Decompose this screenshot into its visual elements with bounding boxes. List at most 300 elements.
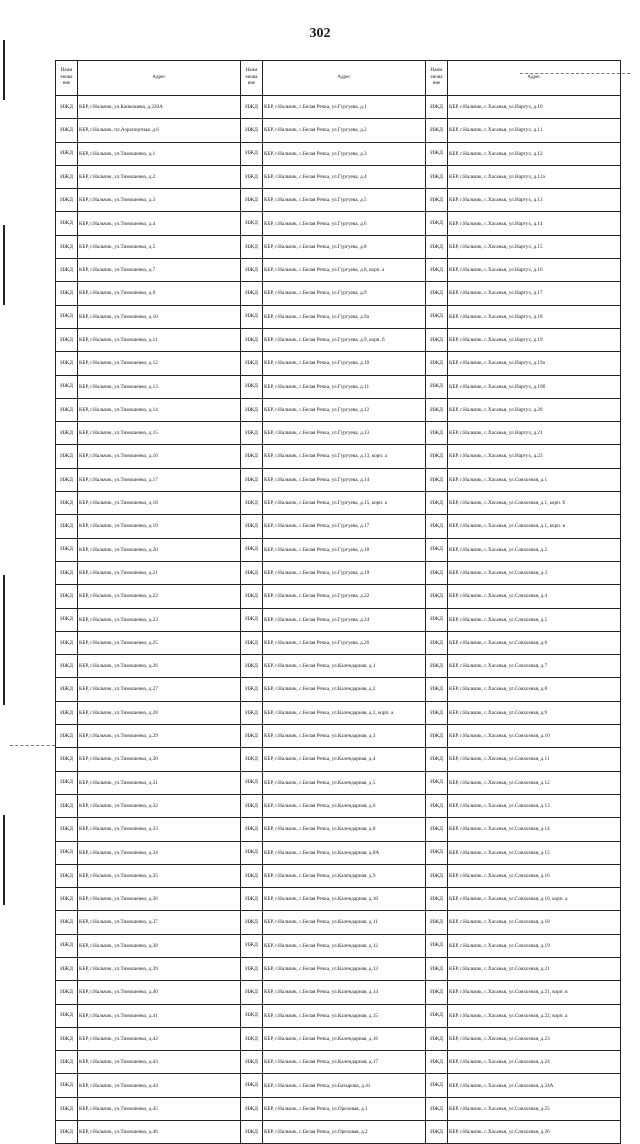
address-cell: КБР, г.Нальчик, с.Хасанья, ул.Совхозная, д.26 <box>448 1121 621 1144</box>
address-cell: КБР, г.Нальчик, с.Белая Речка, ул.Календарная, д.15 <box>263 1004 426 1027</box>
address-cell: КБР, г.Нальчик, ул.Тимошенко, д.9 <box>78 282 241 305</box>
address-cell: КБР, г.Нальчик, с.Белая Речка, ул.Гургуева, д.17 <box>263 515 426 538</box>
address-cell: КБР, г.Нальчик, с.Хасанья, ул.Совхозная, д.15 <box>448 841 621 864</box>
address-cell: КБР, г.Нальчик, с.Белая Речка, ул.Календарная, д.11 <box>263 911 426 934</box>
building-type-cell: ИЖД <box>426 468 448 491</box>
address-column-header: Адрес <box>448 61 621 96</box>
address-cell: КБР, г.Нальчик, с.Хасанья, ул.Совхозная, д.24 <box>448 1051 621 1074</box>
address-cell: КБР, г.Нальчик, ул.Тимошенко, д.33 <box>78 818 241 841</box>
table-row <box>56 282 621 305</box>
building-type-cell: ИЖД <box>426 655 448 678</box>
building-type-cell: ИЖД <box>426 1097 448 1120</box>
address-cell: КБР, г.Нальчик, с.Белая Речка, ул.Календарная, д.8А <box>263 841 426 864</box>
address-cell: КБР, г.Нальчик, ул.Тимошенко, д.44 <box>78 1074 241 1097</box>
address-cell: КБР, г.Нальчик, с.Хасанья, ул.Нартух, д.11 <box>448 119 621 142</box>
address-cell: КБР, г.Нальчик, с.Хасанья, ул.Нартух, д.17 <box>448 282 621 305</box>
address-cell: КБР, г.Нальчик, ул.Тимошенко, д.13 <box>78 375 241 398</box>
building-type-cell: ИЖД <box>241 422 263 445</box>
building-type-cell: ИЖД <box>241 934 263 957</box>
address-cell: КБР, г.Нальчик, с.Хасанья, ул.Нартух, д.15 <box>448 235 621 258</box>
address-cell: КБР, г.Нальчик, с.Хасанья, ул.Совхозная, д.11 <box>448 748 621 771</box>
building-type-cell: ИЖД <box>56 818 78 841</box>
address-cell: КБР, г.Нальчик, с.Хасанья, ул.Совхозная, д.25 <box>448 1097 621 1120</box>
address-cell: КБР, г.Нальчик, с.Белая Речка, ул.Календарная, д.12 <box>263 934 426 957</box>
address-cell: КБР, г.Нальчик, с.Белая Речка, ул.Ореховая, д.1 <box>263 1097 426 1120</box>
building-type-cell: ИЖД <box>56 934 78 957</box>
address-cell: КБР, г.Нальчик, с.Хасанья, ул.Совхозная, д.21 <box>448 957 621 980</box>
address-cell: КБР, г.Нальчик, ул.Тимошенко, д.32 <box>78 794 241 817</box>
table-row <box>56 352 621 375</box>
building-type-cell: ИЖД <box>241 142 263 165</box>
table-row <box>56 841 621 864</box>
building-type-cell: ИЖД <box>241 189 263 212</box>
address-cell: КБР, г.Нальчик, ул.Тимошенко, д.38 <box>78 934 241 957</box>
building-type-cell: ИЖД <box>56 538 78 561</box>
table-row <box>56 189 621 212</box>
building-type-cell: ИЖД <box>426 1074 448 1097</box>
table-row <box>56 445 621 468</box>
address-cell: КБР, г.Нальчик, с.Хасанья, ул.Совхозная, д.12 <box>448 771 621 794</box>
table-row <box>56 142 621 165</box>
address-cell: КБР, г.Нальчик, с.Хасанья, ул.Нартух, д.12 <box>448 142 621 165</box>
address-cell: КБР, г.Нальчик, ул.Тимошенко, д.42 <box>78 1027 241 1050</box>
address-cell: КБР, г.Нальчик, с.Белая Речка, ул.Гургуева, д.13 <box>263 422 426 445</box>
address-cell: КБР, г.Нальчик, с.Хасанья, ул.Совхозная, д.1 <box>448 468 621 491</box>
building-type-cell: ИЖД <box>241 911 263 934</box>
building-type-cell: ИЖД <box>241 701 263 724</box>
address-cell: КБР, г.Нальчик, ул.Тимошенко, д.5 <box>78 235 241 258</box>
building-type-cell: ИЖД <box>426 771 448 794</box>
table-row <box>56 305 621 328</box>
building-type-cell: ИЖД <box>241 96 263 119</box>
building-type-cell: ИЖД <box>56 189 78 212</box>
building-type-cell: ИЖД <box>426 934 448 957</box>
building-type-cell: ИЖД <box>241 212 263 235</box>
building-type-cell: ИЖД <box>426 608 448 631</box>
address-cell: КБР, г.Нальчик, с.Белая Речка, ул.Ореховая, д.2 <box>263 1121 426 1144</box>
building-type-cell: ИЖД <box>426 748 448 771</box>
address-cell: КБР, г.Нальчик, ул.Тимошенко, д.23 <box>78 608 241 631</box>
building-type-cell: ИЖД <box>56 981 78 1004</box>
address-cell: КБР, г.Нальчик, ул.Тимошенко, д.11 <box>78 328 241 351</box>
table-row <box>56 165 621 188</box>
building-type-cell: ИЖД <box>426 119 448 142</box>
table-row <box>56 422 621 445</box>
address-cell: КБР, г.Нальчик, с.Белая Речка, ул.Календарная, д.2 <box>263 678 426 701</box>
address-cell: КБР, г.Нальчик, с.Белая Речка, ул.Гургуева, д.22 <box>263 585 426 608</box>
building-type-cell: ИЖД <box>426 888 448 911</box>
address-cell: КБР, г.Нальчик, ул.Тимошенко, д.21 <box>78 561 241 584</box>
kind-column-header: Наим енова ние <box>241 61 263 96</box>
building-type-cell: ИЖД <box>426 422 448 445</box>
building-type-cell: ИЖД <box>426 96 448 119</box>
building-type-cell: ИЖД <box>426 515 448 538</box>
address-cell: КБР, г.Нальчик, с.Белая Речка, ул.Гургуева, д.8 <box>263 235 426 258</box>
address-cell: КБР, г.Нальчик, ул.Тимошенко, д.29 <box>78 725 241 748</box>
address-cell: КБР, г.Нальчик, ул.Тимошенко, д.28 <box>78 701 241 724</box>
address-cell: КБР, г.Нальчик, с.Белая Речка, ул.Календарная, д.5 <box>263 771 426 794</box>
building-type-cell: ИЖД <box>241 725 263 748</box>
table-row <box>56 492 621 515</box>
building-type-cell: ИЖД <box>56 608 78 631</box>
building-type-cell: ИЖД <box>426 841 448 864</box>
building-type-cell: ИЖД <box>56 864 78 887</box>
address-cell: КБР, г.Нальчик, ул.Тимошенко, д.35 <box>78 864 241 887</box>
address-cell: КБР, г.Нальчик, с.Хасанья, ул.Совхозная, д.6 <box>448 631 621 654</box>
building-type-cell: ИЖД <box>241 1027 263 1050</box>
address-cell: КБР, г.Нальчик, с.Хасанья, ул.Совхозная, д.16, корп. а <box>448 888 621 911</box>
table-row <box>56 375 621 398</box>
table-row <box>56 794 621 817</box>
building-type-cell: ИЖД <box>56 1097 78 1120</box>
table-row <box>56 771 621 794</box>
address-column-header: Адрес <box>263 61 426 96</box>
building-type-cell: ИЖД <box>241 655 263 678</box>
building-type-cell: ИЖД <box>241 771 263 794</box>
kind-column-header: Наим енова ние <box>56 61 78 96</box>
address-cell: КБР, г.Нальчик, с.Хасанья, ул.Совхозная, д.5 <box>448 608 621 631</box>
address-cell: КБР, г.Нальчик, с.Белая Речка, ул.Календарная, д.16 <box>263 1027 426 1050</box>
address-cell: КБР, г.Нальчик, с.Белая Речка, ул.Гургуева, д.13, корп. а <box>263 445 426 468</box>
building-type-cell: ИЖД <box>56 585 78 608</box>
building-type-cell: ИЖД <box>241 981 263 1004</box>
address-cell: КБР, г.Нальчик, с.Хасанья, ул.Нартух, д.13 <box>448 189 621 212</box>
building-type-cell: ИЖД <box>56 561 78 584</box>
address-cell: КБР, г.Нальчик, с.Хасанья, ул.Совхозная, д.1, корп. в <box>448 515 621 538</box>
address-cell: КБР, г.Нальчик, с.Белая Речка, ул.Гургуева, д.18 <box>263 538 426 561</box>
building-type-cell: ИЖД <box>241 1097 263 1120</box>
address-cell: КБР, г.Нальчик, ул.Тимошенко, д.2 <box>78 165 241 188</box>
building-type-cell: ИЖД <box>56 911 78 934</box>
building-type-cell: ИЖД <box>56 398 78 421</box>
table-row <box>56 212 621 235</box>
building-type-cell: ИЖД <box>56 142 78 165</box>
building-type-cell: ИЖД <box>241 957 263 980</box>
address-cell: КБР, г.Нальчик, с.Белая Речка, ул.Гургуева, д.14 <box>263 468 426 491</box>
address-cell: КБР, г.Нальчик, ул.Тимошенко, д.41 <box>78 1004 241 1027</box>
building-type-cell: ИЖД <box>426 305 448 328</box>
building-type-cell: ИЖД <box>426 328 448 351</box>
address-table <box>55 60 620 1136</box>
address-cell: КБР, г.Нальчик, с.Хасанья, ул.Совхозная, д.8 <box>448 678 621 701</box>
address-cell: КБР, г.Нальчик, с.Белая Речка, ул.Гургуева, д.2 <box>263 119 426 142</box>
building-type-cell: ИЖД <box>56 282 78 305</box>
building-type-cell: ИЖД <box>426 585 448 608</box>
address-cell: КБР, г.Нальчик, с.Белая Речка, ул.Календарная, д.14 <box>263 981 426 1004</box>
building-type-cell: ИЖД <box>241 1004 263 1027</box>
building-type-cell: ИЖД <box>426 352 448 375</box>
address-cell: КБР, г.Нальчик, ул.Тимошенко, д.20 <box>78 538 241 561</box>
address-cell: КБР, г.Нальчик, пл.Аэропортная, д.6 <box>78 119 241 142</box>
building-type-cell: ИЖД <box>426 794 448 817</box>
address-cell: КБР, г.Нальчик, с.Хасанья, ул.Совхозная, д.10 <box>448 725 621 748</box>
address-cell: КБР, г.Нальчик, ул.Тимошенко, д.10 <box>78 305 241 328</box>
left-margin-bar <box>3 225 5 305</box>
address-cell: КБР, г.Нальчик, ул.Тимошенко, д.22 <box>78 585 241 608</box>
building-type-cell: ИЖД <box>56 259 78 282</box>
building-type-cell: ИЖД <box>241 282 263 305</box>
address-cell: КБР, г.Нальчик, ул.Тимошенко, д.14 <box>78 398 241 421</box>
building-type-cell: ИЖД <box>426 818 448 841</box>
building-type-cell: ИЖД <box>426 864 448 887</box>
address-cell: КБР, г.Нальчик, ул.Тимошенко, д.31 <box>78 771 241 794</box>
building-type-cell: ИЖД <box>56 1074 78 1097</box>
building-type-cell: ИЖД <box>426 1027 448 1050</box>
building-type-cell: ИЖД <box>56 748 78 771</box>
kind-column-header: Наим енова ние <box>426 61 448 96</box>
building-type-cell: ИЖД <box>56 888 78 911</box>
building-type-cell: ИЖД <box>426 981 448 1004</box>
building-type-cell: ИЖД <box>56 841 78 864</box>
building-type-cell: ИЖД <box>426 189 448 212</box>
building-type-cell: ИЖД <box>56 701 78 724</box>
address-cell: КБР, г.Нальчик, с.Хасанья, ул.Нартух, д.19б <box>448 375 621 398</box>
table-row <box>56 515 621 538</box>
table-row <box>56 538 621 561</box>
address-cell: КБР, г.Нальчик, с.Хасанья, ул.Совхозная, д.9 <box>448 701 621 724</box>
address-cell: КБР, г.Нальчик, с.Белая Речка, ул.Календарная, д.2, корп. а <box>263 701 426 724</box>
building-type-cell: ИЖД <box>56 96 78 119</box>
building-type-cell: ИЖД <box>56 655 78 678</box>
address-cell: КБР, г.Нальчик, с.Хасанья, ул.Совхозная, д.13 <box>448 794 621 817</box>
table-row <box>56 888 621 911</box>
address-cell: КБР, г.Нальчик, ул.Тимошенко, д.27 <box>78 678 241 701</box>
address-cell: КБР, г.Нальчик, с.Хасанья, ул.Нартух, д.18 <box>448 305 621 328</box>
building-type-cell: ИЖД <box>241 561 263 584</box>
building-type-cell: ИЖД <box>56 468 78 491</box>
address-cell: КБР, г.Нальчик, с.Белая Речка, ул.Календарная, д.3 <box>263 725 426 748</box>
building-type-cell: ИЖД <box>56 119 78 142</box>
address-cell: КБР, г.Нальчик, с.Белая Речка, ул.Гургуева, д.5 <box>263 189 426 212</box>
table-row <box>56 259 621 282</box>
building-type-cell: ИЖД <box>426 725 448 748</box>
address-cell: КБР, г.Нальчик, ул.Тимошенко, д.30 <box>78 748 241 771</box>
address-cell: КБР, г.Нальчик, с.Хасанья, ул.Совхозная, д.2 <box>448 538 621 561</box>
address-cell: КБР, г.Нальчик, с.Хасанья, ул.Нартух, д.19 <box>448 328 621 351</box>
address-cell: КБР, г.Нальчик, ул.Тимошенко, д.45 <box>78 1097 241 1120</box>
address-cell: КБР, г.Нальчик, с.Белая Речка, ул.Батырова, д.41 <box>263 1074 426 1097</box>
address-cell: КБР, г.Нальчик, с.Хасанья, ул.Нартух, д.23 <box>448 445 621 468</box>
address-cell: КБР, г.Нальчик, с.Белая Речка, ул.Гургуева, д.1 <box>263 96 426 119</box>
table-row <box>56 725 621 748</box>
left-margin-bar <box>3 815 5 905</box>
address-cell: КБР, г.Нальчик, с.Белая Речка, ул.Гургуева, д.26 <box>263 631 426 654</box>
building-type-cell: ИЖД <box>56 794 78 817</box>
table-row <box>56 1097 621 1120</box>
building-type-cell: ИЖД <box>56 678 78 701</box>
address-cell: КБР, г.Нальчик, ул.Канкошева, д.220А <box>78 96 241 119</box>
table-row <box>56 328 621 351</box>
address-cell: КБР, г.Нальчик, ул.Тимошенко, д.43 <box>78 1051 241 1074</box>
building-type-cell: ИЖД <box>56 212 78 235</box>
address-cell: КБР, г.Нальчик, ул.Тимошенко, д.19 <box>78 515 241 538</box>
building-type-cell: ИЖД <box>56 725 78 748</box>
building-type-cell: ИЖД <box>241 119 263 142</box>
address-cell: КБР, г.Нальчик, с.Белая Речка, ул.Календарная, д.8 <box>263 818 426 841</box>
table-header-row <box>56 61 621 96</box>
address-cell: КБР, г.Нальчик, с.Хасанья, ул.Совхозная, д.4 <box>448 585 621 608</box>
building-type-cell: ИЖД <box>241 259 263 282</box>
address-cell: КБР, г.Нальчик, с.Белая Речка, ул.Календарная, д.4 <box>263 748 426 771</box>
address-cell: КБР, г.Нальчик, ул.Тимошенко, д.15 <box>78 422 241 445</box>
address-cell: КБР, г.Нальчик, ул.Тимошенко, д.3 <box>78 189 241 212</box>
building-type-cell: ИЖД <box>426 538 448 561</box>
table-row <box>56 119 621 142</box>
building-type-cell: ИЖД <box>426 631 448 654</box>
table-row <box>56 1051 621 1074</box>
address-cell: КБР, г.Нальчик, с.Белая Речка, ул.Гургуева, д.12 <box>263 398 426 421</box>
building-type-cell: ИЖД <box>56 515 78 538</box>
building-type-cell: ИЖД <box>426 701 448 724</box>
table-row <box>56 585 621 608</box>
address-cell: КБР, г.Нальчик, с.Хасанья, ул.Нартух, д.16 <box>448 259 621 282</box>
building-type-cell: ИЖД <box>241 864 263 887</box>
building-type-cell: ИЖД <box>241 492 263 515</box>
building-type-cell: ИЖД <box>241 352 263 375</box>
address-cell: КБР, г.Нальчик, с.Хасанья, ул.Совхозная, д.7 <box>448 655 621 678</box>
address-cell: КБР, г.Нальчик, с.Хасанья, ул.Нартух, д.20 <box>448 398 621 421</box>
table-row <box>56 981 621 1004</box>
address-cell: КБР, г.Нальчик, ул.Тимошенко, д.36 <box>78 888 241 911</box>
table-row <box>56 678 621 701</box>
address-cell: КБР, г.Нальчик, ул.Тимошенко, д.39 <box>78 957 241 980</box>
building-type-cell: ИЖД <box>56 352 78 375</box>
building-type-cell: ИЖД <box>56 1004 78 1027</box>
address-cell: КБР, г.Нальчик, ул.Тимошенко, д.12 <box>78 352 241 375</box>
address-cell: КБР, г.Нальчик, с.Белая Речка, ул.Гургуева, д.19 <box>263 561 426 584</box>
building-type-cell: ИЖД <box>426 445 448 468</box>
address-cell: КБР, г.Нальчик, с.Хасанья, ул.Совхозная, д.22, корп. а <box>448 1004 621 1027</box>
address-cell: КБР, г.Нальчик, с.Белая Речка, ул.Гургуева, д.9, корп. б <box>263 328 426 351</box>
scan-dash-line <box>10 745 55 746</box>
building-type-cell: ИЖД <box>426 492 448 515</box>
building-type-cell: ИЖД <box>56 445 78 468</box>
building-type-cell: ИЖД <box>56 631 78 654</box>
address-cell: КБР, г.Нальчик, с.Белая Речка, ул.Гургуева, д.11 <box>263 375 426 398</box>
address-cell: КБР, г.Нальчик, с.Белая Речка, ул.Календарная, д.17 <box>263 1051 426 1074</box>
address-cell: КБР, г.Нальчик, ул.Тимошенко, д.40 <box>78 981 241 1004</box>
building-type-cell: ИЖД <box>241 794 263 817</box>
table-row <box>56 701 621 724</box>
address-column-header: Адрес <box>78 61 241 96</box>
building-type-cell: ИЖД <box>426 1004 448 1027</box>
address-cell: КБР, г.Нальчик, с.Хасанья, ул.Совхозная, д.23 <box>448 1027 621 1050</box>
table-row <box>56 468 621 491</box>
address-cell: КБР, г.Нальчик, с.Хасанья, ул.Нартух, д.19а <box>448 352 621 375</box>
table-row <box>56 1121 621 1144</box>
building-type-cell: ИЖД <box>241 328 263 351</box>
address-cell: КБР, г.Нальчик, с.Белая Речка, ул.Календарная, д.1 <box>263 655 426 678</box>
address-cell: КБР, г.Нальчик, ул.Тимошенко, д.26 <box>78 655 241 678</box>
building-type-cell: ИЖД <box>56 492 78 515</box>
building-type-cell: ИЖД <box>241 515 263 538</box>
table-row <box>56 934 621 957</box>
building-type-cell: ИЖД <box>241 305 263 328</box>
building-type-cell: ИЖД <box>56 235 78 258</box>
building-type-cell: ИЖД <box>241 608 263 631</box>
building-type-cell: ИЖД <box>426 1051 448 1074</box>
building-type-cell: ИЖД <box>241 1051 263 1074</box>
building-type-cell: ИЖД <box>241 445 263 468</box>
building-type-cell: ИЖД <box>56 1027 78 1050</box>
address-cell: КБР, г.Нальчик, с.Белая Речка, ул.Гургуева, д.6 <box>263 212 426 235</box>
table-row <box>56 655 621 678</box>
address-cell: КБР, г.Нальчик, с.Хасанья, ул.Совхозная, д.19 <box>448 934 621 957</box>
table-row <box>56 1004 621 1027</box>
table-row <box>56 864 621 887</box>
address-cell: КБР, г.Нальчик, с.Белая Речка, ул.Гургуева, д.3 <box>263 142 426 165</box>
address-cell: КБР, г.Нальчик, ул.Тимошенко, д.25 <box>78 631 241 654</box>
building-type-cell: ИЖД <box>241 678 263 701</box>
address-cell: КБР, г.Нальчик, с.Белая Речка, ул.Календарная, д.6 <box>263 794 426 817</box>
address-cell: КБР, г.Нальчик, ул.Тимошенко, д.17 <box>78 468 241 491</box>
address-cell: КБР, г.Нальчик, с.Хасанья, ул.Совхозная, д.14 <box>448 818 621 841</box>
address-cell: КБР, г.Нальчик, ул.Тимошенко, д.7 <box>78 259 241 282</box>
address-cell: КБР, г.Нальчик, с.Белая Речка, ул.Гургуева, д.9 <box>263 282 426 305</box>
address-cell: КБР, г.Нальчик, с.Хасанья, ул.Совхозная, д.1, корп. б <box>448 492 621 515</box>
address-cell: КБР, г.Нальчик, с.Белая Речка, ул.Календарная, д.10 <box>263 888 426 911</box>
building-type-cell: ИЖД <box>426 142 448 165</box>
building-type-cell: ИЖД <box>241 585 263 608</box>
address-cell: КБР, г.Нальчик, ул.Тимошенко, д.18 <box>78 492 241 515</box>
building-type-cell: ИЖД <box>241 538 263 561</box>
table-row <box>56 96 621 119</box>
address-cell: КБР, г.Нальчик, с.Хасанья, ул.Совхозная, д.24А <box>448 1074 621 1097</box>
address-cell: КБР, г.Нальчик, с.Хасанья, ул.Нартух, д.10 <box>448 96 621 119</box>
building-type-cell: ИЖД <box>56 375 78 398</box>
building-type-cell: ИЖД <box>241 1121 263 1144</box>
table-row <box>56 631 621 654</box>
address-cell: КБР, г.Нальчик, с.Белая Речка, ул.Гургуева, д.24 <box>263 608 426 631</box>
building-type-cell: ИЖД <box>426 282 448 305</box>
building-type-cell: ИЖД <box>56 1051 78 1074</box>
building-type-cell: ИЖД <box>426 1121 448 1144</box>
left-margin-bar <box>3 40 5 100</box>
building-type-cell: ИЖД <box>426 259 448 282</box>
building-type-cell: ИЖД <box>426 911 448 934</box>
address-cell: КБР, г.Нальчик, с.Белая Речка, ул.Гургуева, д.8, корп. а <box>263 259 426 282</box>
address-cell: КБР, г.Нальчик, ул.Тимошенко, д.37 <box>78 911 241 934</box>
building-type-cell: ИЖД <box>426 398 448 421</box>
building-type-cell: ИЖД <box>56 165 78 188</box>
table-row <box>56 1074 621 1097</box>
address-cell: КБР, г.Нальчик, с.Хасанья, ул.Совхозная, д.18 <box>448 911 621 934</box>
left-margin-bar <box>3 575 5 705</box>
building-type-cell: ИЖД <box>241 468 263 491</box>
address-cell: КБР, г.Нальчик, с.Белая Речка, ул.Гургуева, д.15, корп. а <box>263 492 426 515</box>
building-type-cell: ИЖД <box>241 235 263 258</box>
building-type-cell: ИЖД <box>426 561 448 584</box>
address-cell: КБР, г.Нальчик, ул.Тимошенко, д.16 <box>78 445 241 468</box>
building-type-cell: ИЖД <box>426 375 448 398</box>
address-cell: КБР, г.Нальчик, с.Хасанья, ул.Совхозная, д.16 <box>448 864 621 887</box>
table-row <box>56 235 621 258</box>
table-row <box>56 818 621 841</box>
building-type-cell: ИЖД <box>56 771 78 794</box>
building-type-cell: ИЖД <box>241 841 263 864</box>
table-row <box>56 911 621 934</box>
address-cell: КБР, г.Нальчик, с.Белая Речка, ул.Календарная, д.9 <box>263 864 426 887</box>
table-row <box>56 1027 621 1050</box>
address-cell: КБР, г.Нальчик, ул.Тимошенко, д.34 <box>78 841 241 864</box>
table-row <box>56 398 621 421</box>
address-cell: КБР, г.Нальчик, с.Хасанья, ул.Совхозная, д.21, корп. в <box>448 981 621 1004</box>
address-cell: КБР, г.Нальчик, с.Хасанья, ул.Совхозная, д.3 <box>448 561 621 584</box>
building-type-cell: ИЖД <box>56 305 78 328</box>
table-row <box>56 561 621 584</box>
address-cell: КБР, г.Нальчик, с.Белая Речка, ул.Календарная, д.13 <box>263 957 426 980</box>
building-type-cell: ИЖД <box>241 375 263 398</box>
